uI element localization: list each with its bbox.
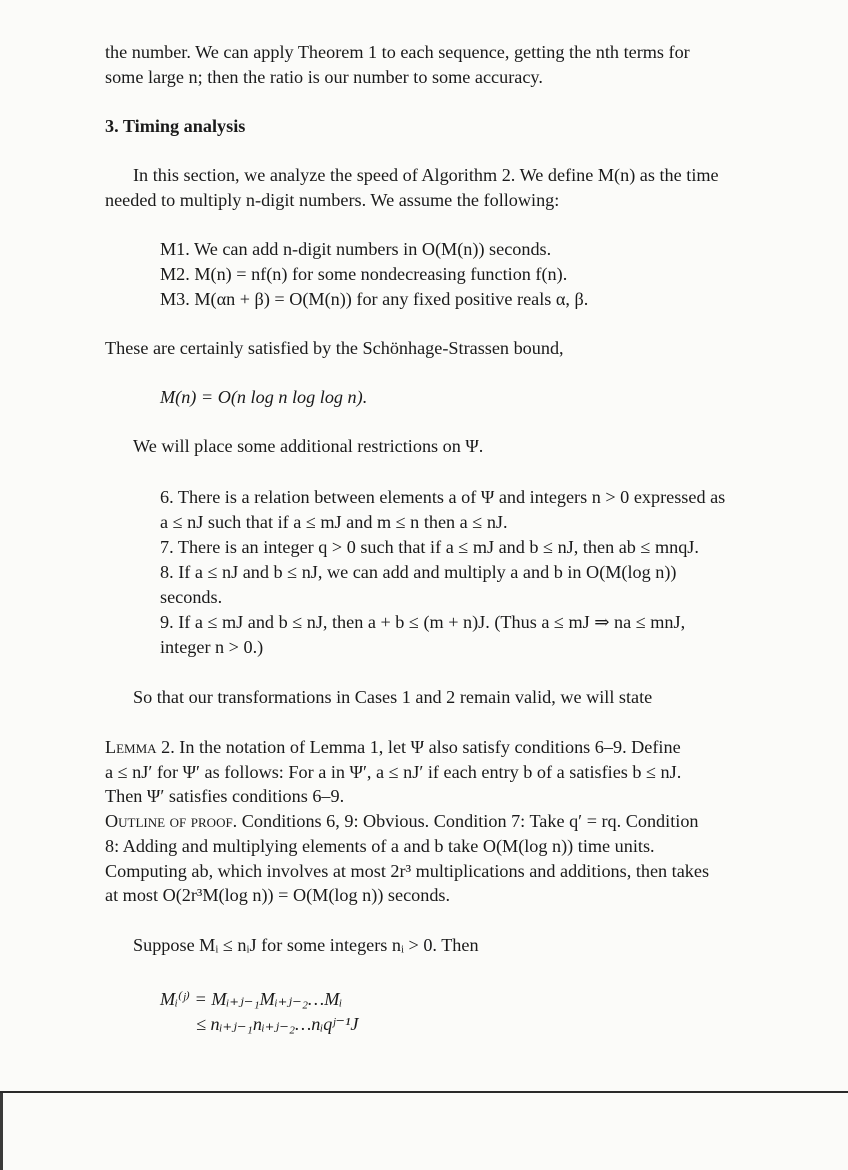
- proof-line: Computing ab, which involves at most 2r³ multiplications and additions, then takes: [105, 861, 710, 881]
- lemma-text: 2. In the notation of Lemma 1, let Ψ also satisfy conditions 6–9. Define: [156, 737, 681, 757]
- lemma-line: a ≤ nJ′ for Ψ′ as follows: For a in Ψ′, a ≤ nJ′ if each entry b of a satisfies b ≤ nJ.: [105, 762, 682, 782]
- condition-6: 6. There is a relation between elements a of Ψ and integers n > 0 expressed as: [160, 487, 726, 507]
- condition-7: 7. There is an integer q > 0 such that if a ≤ mJ and b ≤ nJ, then ab ≤ mnqJ.: [160, 537, 699, 557]
- condition-9-cont: integer n > 0.): [160, 637, 264, 657]
- assumption-m1: M1. We can add n-digit numbers in O(M(n)) seconds.: [160, 239, 552, 259]
- scan-edge-line: [0, 1091, 848, 1093]
- paragraph-line: So that our transformations in Cases 1 and 2 remain valid, we will state: [133, 687, 653, 707]
- lemma-line: [105, 735, 681, 759]
- section-heading: 3. Timing analysis: [105, 116, 246, 136]
- paragraph-line: some large n; then the ratio is our number to some accuracy.: [105, 67, 543, 87]
- paragraph-line: needed to multiply n-digit numbers. We assume the following:: [105, 190, 560, 210]
- proof-text: Conditions 6, 9: Obvious. Condition 7: Take q′ = rq. Condition: [237, 811, 699, 831]
- proof-line: at most O(2r³M(log n)) = O(M(log n)) seconds.: [105, 885, 451, 905]
- proof-line: 8: Adding and multiplying elements of a and b take O(M(log n)) time units.: [105, 836, 655, 856]
- assumption-m3: M3. M(αn + β) = O(M(n)) for any fixed positive reals α, β.: [160, 289, 589, 309]
- scan-edge-left: [0, 1093, 3, 1170]
- condition-8-cont: seconds.: [160, 587, 223, 607]
- paragraph-line: In this section, we analyze the speed of Algorithm 2. We define M(n) as the time: [133, 165, 719, 185]
- lemma-line: Then Ψ′ satisfies conditions 6–9.: [105, 786, 345, 806]
- paragraph-line: Suppose Mᵢ ≤ nᵢJ for some integers nᵢ > 0. Then: [133, 935, 479, 955]
- condition-9: 9. If a ≤ mJ and b ≤ nJ, then a + b ≤ (m + n)J. (Thus a ≤ mJ ⇒ na ≤ mnJ,: [160, 612, 686, 632]
- proof-label: Outline of proof.: [105, 811, 238, 831]
- paragraph-line: We will place some additional restrictions on Ψ.: [133, 436, 484, 456]
- assumption-m2: M2. M(n) = nf(n) for some nondecreasing function f(n).: [160, 264, 568, 284]
- formula-line: ≤ nᵢ₊ⱼ₋₁nᵢ₊ⱼ₋₂…nᵢqʲ⁻¹J: [196, 1014, 359, 1034]
- condition-8: 8. If a ≤ nJ and b ≤ nJ, we can add and multiply a and b in O(M(log n)): [160, 562, 677, 582]
- paragraph-line: the number. We can apply Theorem 1 to each sequence, getting the nth terms for: [105, 42, 690, 62]
- bound-formula: M(n) = O(n log n log log n).: [160, 387, 368, 407]
- paragraph-line: These are certainly satisfied by the Schönhage-Strassen bound,: [105, 338, 564, 358]
- proof-line: [105, 809, 699, 833]
- lemma-label: Lemma: [105, 737, 157, 757]
- condition-6-cont: a ≤ nJ such that if a ≤ mJ and m ≤ n then a ≤ nJ.: [160, 512, 508, 532]
- formula-line: Mᵢ⁽ʲ⁾ = Mᵢ₊ⱼ₋₁Mᵢ₊ⱼ₋₂…Mᵢ: [160, 989, 343, 1009]
